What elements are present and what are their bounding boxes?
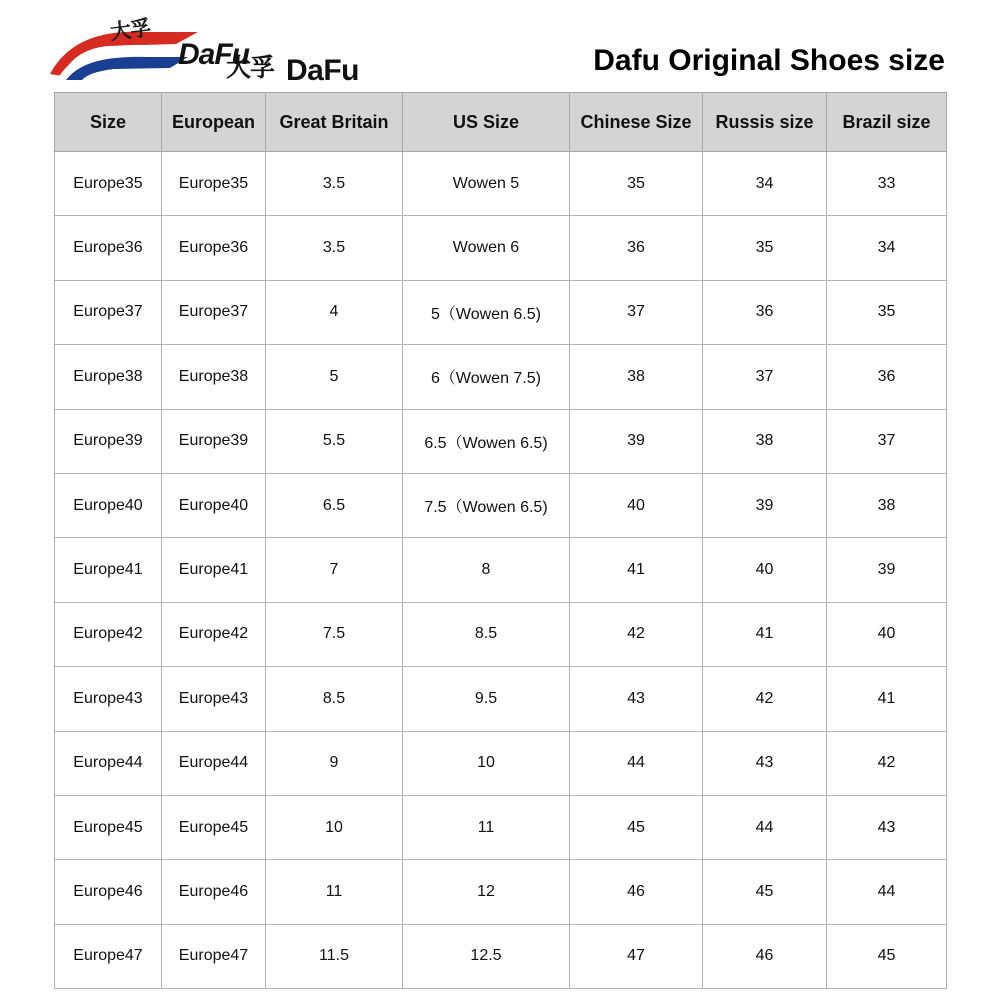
cell-russis-size: 38 — [703, 409, 827, 473]
table-row — [55, 860, 947, 924]
table-row — [55, 280, 947, 344]
cell-european: Europe44 — [162, 731, 266, 795]
cell-russis-size: 37 — [703, 345, 827, 409]
cell-us-size: 5（Wowen 6.5) — [403, 280, 570, 344]
cell-european: Europe43 — [162, 667, 266, 731]
cell-chinese-size: 38 — [570, 345, 703, 409]
cell-russis-size: 40 — [703, 538, 827, 602]
cell-european: Europe37 — [162, 280, 266, 344]
cell-us-size: 8 — [403, 538, 570, 602]
cell-size: Europe47 — [55, 924, 162, 988]
column-header-us-size: US Size — [403, 93, 570, 152]
cell-chinese-size: 42 — [570, 602, 703, 666]
cell-great-britain: 7.5 — [266, 602, 403, 666]
cell-size: Europe40 — [55, 473, 162, 537]
cell-great-britain: 11.5 — [266, 924, 403, 988]
cell-brazil-size: 41 — [827, 667, 947, 731]
cell-european: Europe36 — [162, 216, 266, 280]
cell-european: Europe41 — [162, 538, 266, 602]
cell-russis-size: 39 — [703, 473, 827, 537]
cell-european: Europe35 — [162, 152, 266, 216]
cell-brazil-size: 39 — [827, 538, 947, 602]
cell-chinese-size: 35 — [570, 152, 703, 216]
size-table — [54, 92, 947, 989]
table-row — [55, 731, 947, 795]
cell-great-britain: 10 — [266, 795, 403, 859]
cell-russis-size: 45 — [703, 860, 827, 924]
table-row — [55, 795, 947, 859]
cell-us-size: 7.5（Wowen 6.5) — [403, 473, 570, 537]
cell-size: Europe43 — [55, 667, 162, 731]
cell-us-size: 10 — [403, 731, 570, 795]
cell-chinese-size: 44 — [570, 731, 703, 795]
cell-size: Europe42 — [55, 602, 162, 666]
cell-size: Europe44 — [55, 731, 162, 795]
cell-brazil-size: 40 — [827, 602, 947, 666]
table-row — [55, 667, 947, 731]
column-header-chinese-size: Chinese Size — [570, 93, 703, 152]
cell-us-size: Wowen 6 — [403, 216, 570, 280]
cell-brazil-size: 33 — [827, 152, 947, 216]
cell-great-britain: 6.5 — [266, 473, 403, 537]
table-row — [55, 473, 947, 537]
cell-russis-size: 43 — [703, 731, 827, 795]
cell-us-size: Wowen 5 — [403, 152, 570, 216]
cell-us-size: 9.5 — [403, 667, 570, 731]
table-row — [55, 602, 947, 666]
cell-russis-size: 46 — [703, 924, 827, 988]
table-row — [55, 152, 947, 216]
cell-size: Europe46 — [55, 860, 162, 924]
cell-brazil-size: 34 — [827, 216, 947, 280]
page-title: Dafu Original Shoes size — [593, 44, 945, 77]
cell-brazil-size: 36 — [827, 345, 947, 409]
column-header-russis-size: Russis size — [703, 93, 827, 152]
cell-european: Europe38 — [162, 345, 266, 409]
cell-us-size: 12 — [403, 860, 570, 924]
document-header — [0, 0, 1000, 92]
cell-chinese-size: 36 — [570, 216, 703, 280]
cell-chinese-size: 46 — [570, 860, 703, 924]
cell-chinese-size: 41 — [570, 538, 703, 602]
brand-chinese-main: 大孚 — [226, 53, 275, 82]
cell-great-britain: 7 — [266, 538, 403, 602]
table-row — [55, 345, 947, 409]
brand-latin-top: DaFu — [178, 38, 249, 71]
cell-chinese-size: 40 — [570, 473, 703, 537]
cell-brazil-size: 38 — [827, 473, 947, 537]
cell-european: Europe39 — [162, 409, 266, 473]
cell-russis-size: 42 — [703, 667, 827, 731]
brand-latin-main: DaFu — [286, 54, 359, 87]
cell-russis-size: 35 — [703, 216, 827, 280]
cell-size: Europe41 — [55, 538, 162, 602]
cell-size: Europe39 — [55, 409, 162, 473]
cell-european: Europe42 — [162, 602, 266, 666]
cell-great-britain: 8.5 — [266, 667, 403, 731]
cell-us-size: 8.5 — [403, 602, 570, 666]
cell-great-britain: 9 — [266, 731, 403, 795]
cell-great-britain: 3.5 — [266, 216, 403, 280]
column-header-size: Size — [55, 93, 162, 152]
table-row — [55, 538, 947, 602]
column-header-european: European — [162, 93, 266, 152]
table-row — [55, 924, 947, 988]
cell-european: Europe46 — [162, 860, 266, 924]
cell-size: Europe38 — [55, 345, 162, 409]
cell-great-britain: 5 — [266, 345, 403, 409]
brand-chinese-top: 大孚 — [108, 15, 152, 45]
cell-chinese-size: 37 — [570, 280, 703, 344]
cell-european: Europe40 — [162, 473, 266, 537]
table-row — [55, 409, 947, 473]
cell-size: Europe45 — [55, 795, 162, 859]
cell-size: Europe35 — [55, 152, 162, 216]
column-header-great-britain: Great Britain — [266, 93, 403, 152]
cell-us-size: 12.5 — [403, 924, 570, 988]
table-row — [55, 216, 947, 280]
cell-us-size: 6.5（Wowen 6.5) — [403, 409, 570, 473]
cell-brazil-size: 43 — [827, 795, 947, 859]
cell-great-britain: 11 — [266, 860, 403, 924]
cell-size: Europe36 — [55, 216, 162, 280]
cell-russis-size: 34 — [703, 152, 827, 216]
cell-russis-size: 44 — [703, 795, 827, 859]
cell-brazil-size: 44 — [827, 860, 947, 924]
cell-size: Europe37 — [55, 280, 162, 344]
cell-brazil-size: 45 — [827, 924, 947, 988]
cell-brazil-size: 37 — [827, 409, 947, 473]
size-table-container — [54, 92, 946, 989]
table-header-row — [55, 93, 947, 152]
cell-russis-size: 41 — [703, 602, 827, 666]
cell-chinese-size: 39 — [570, 409, 703, 473]
brand-logo — [48, 8, 398, 88]
cell-chinese-size: 47 — [570, 924, 703, 988]
cell-russis-size: 36 — [703, 280, 827, 344]
cell-chinese-size: 43 — [570, 667, 703, 731]
cell-us-size: 6（Wowen 7.5) — [403, 345, 570, 409]
cell-us-size: 11 — [403, 795, 570, 859]
cell-european: Europe45 — [162, 795, 266, 859]
cell-great-britain: 4 — [266, 280, 403, 344]
cell-great-britain: 3.5 — [266, 152, 403, 216]
column-header-brazil-size: Brazil size — [827, 93, 947, 152]
cell-great-britain: 5.5 — [266, 409, 403, 473]
cell-brazil-size: 35 — [827, 280, 947, 344]
cell-chinese-size: 45 — [570, 795, 703, 859]
cell-european: Europe47 — [162, 924, 266, 988]
cell-brazil-size: 42 — [827, 731, 947, 795]
